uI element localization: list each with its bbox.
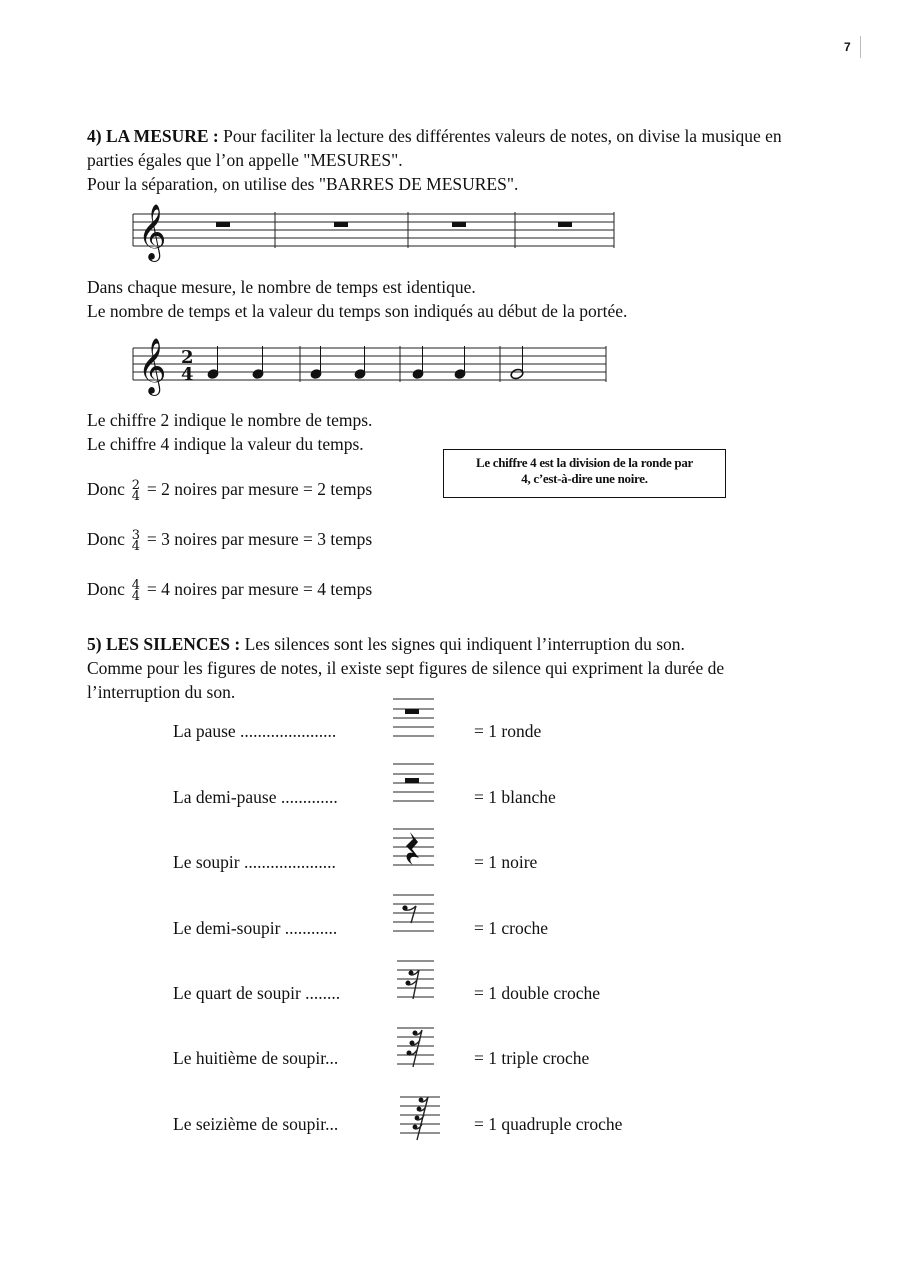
sixteenth-rest-icon (397, 961, 434, 999)
rest-equivalent: = 1 noire (474, 852, 538, 872)
time-signature-bottom: 4 (181, 364, 194, 385)
time-signature-icon: 2 4 (131, 477, 141, 504)
thirty-second-rest-icon (397, 1028, 434, 1067)
time-signature-icon: 3 4 (131, 527, 141, 554)
mesure-line2: parties égales que l’on appelle "MESURES". (87, 150, 403, 170)
silences-line1: Les silences sont les signes qui indiquent l’interruption du son. (240, 634, 685, 654)
donc-prefix: Donc (87, 579, 125, 599)
donc-text: = 2 noires par mesure = 2 temps (146, 479, 373, 499)
quarter-rest-icon (393, 829, 434, 865)
rest-label: Le quart de soupir ........ (173, 983, 341, 1003)
rest-equivalent: = 1 blanche (474, 787, 556, 807)
rest-label: La demi-pause ............. (173, 787, 338, 807)
treble-clef-icon: 𝄞 (138, 204, 167, 260)
rest-label: La pause ...................... (173, 721, 337, 741)
donc-prefix: Donc (87, 529, 125, 549)
rest-label: Le soupir ..................... (173, 852, 336, 872)
silences-line2: Comme pour les figures de notes, il existe sept figures de silence qui expriment la durée de (87, 658, 725, 678)
rest-equivalent: = 1 double croche (474, 983, 601, 1003)
rest-equivalent: = 1 croche (474, 918, 548, 938)
mesure-line1: Pour faciliter la lecture des différentes valeurs de notes, on divise la musique en (218, 126, 782, 146)
silences-line3: l’interruption du son. (87, 682, 236, 702)
mesure-line4: Dans chaque mesure, le nombre de temps est identique. (87, 277, 476, 297)
silences-heading: 5) LES SILENCES : (87, 634, 241, 654)
time-signature-top: 2 (181, 347, 194, 368)
donc-text: = 3 noires par mesure = 3 temps (146, 529, 373, 549)
rest-equivalent: = 1 triple croche (474, 1048, 590, 1068)
rest-label: Le huitième de soupir... (173, 1048, 339, 1068)
rest-equivalent: = 1 ronde (474, 721, 542, 741)
sixty-fourth-rest-icon (400, 1097, 440, 1140)
rest-equivalent: = 1 quadruple croche (474, 1114, 623, 1134)
donc-prefix: Donc (87, 479, 125, 499)
mesure-heading: 4) LA MESURE : (87, 126, 219, 146)
mesure-line3: Pour la séparation, on utilise des "BARRES DE MESURES". (87, 174, 519, 194)
half-rest-icon (393, 764, 434, 801)
note-box-line1: Le chiffre 4 est la division de la ronde par (475, 455, 694, 470)
mesure-line6: Le chiffre 2 indique le nombre de temps. (87, 410, 373, 430)
mesure-line7: Le chiffre 4 indique la valeur du temps. (87, 434, 364, 454)
whole-rest-icon (393, 699, 434, 736)
rest-label: Le demi-soupir ............ (173, 918, 338, 938)
note-box-line2: 4, c’est-à-dire une noire. (521, 471, 648, 486)
time-signature-icon: 4 4 (131, 577, 141, 604)
donc-text: = 4 noires par mesure = 4 temps (146, 579, 373, 599)
mesure-line5: Le nombre de temps et la valeur du temps son indiqués au début de la portée. (87, 301, 628, 321)
treble-clef-icon: 𝄞 (138, 338, 167, 394)
page-number: 7 (844, 40, 851, 54)
eighth-rest-icon (393, 895, 434, 931)
rest-label: Le seizième de soupir... (173, 1114, 339, 1134)
